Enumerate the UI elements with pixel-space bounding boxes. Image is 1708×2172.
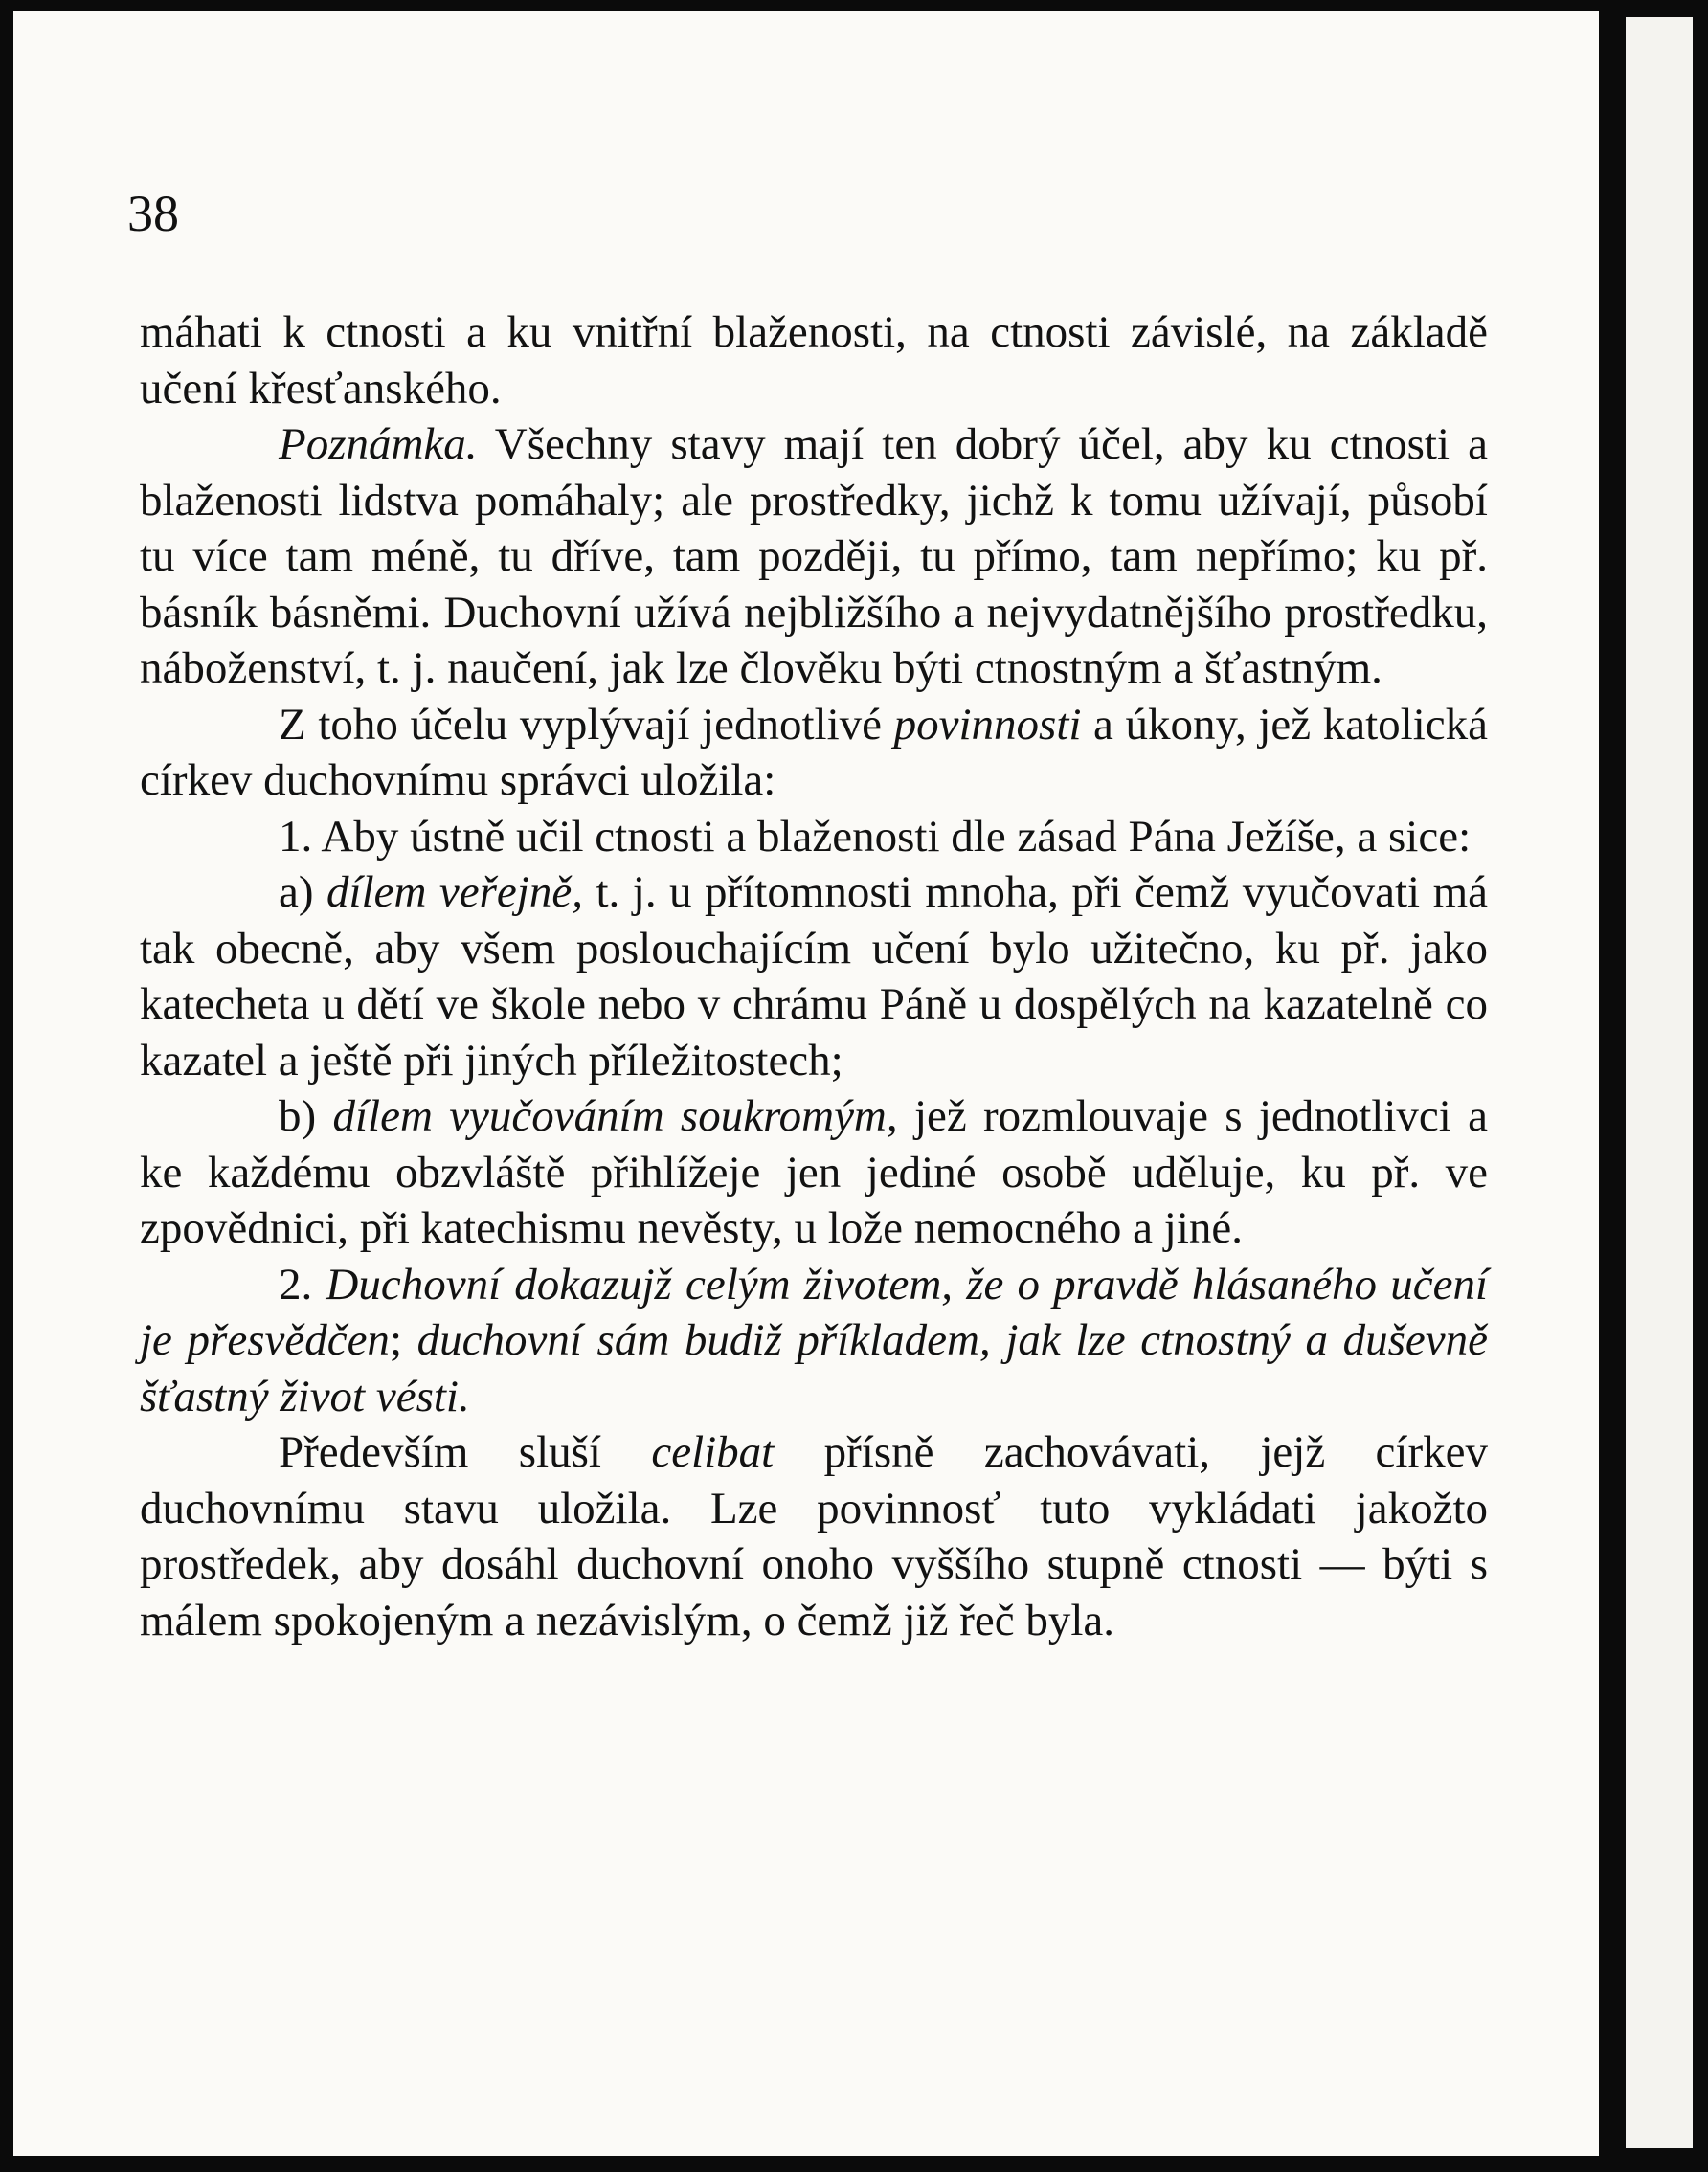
- italic-text: Poznámka.: [279, 419, 478, 469]
- paragraph: [140, 1088, 1488, 1257]
- text-run: 2.: [279, 1259, 326, 1310]
- italic-text: dílem vyučováním soukromým,: [332, 1091, 898, 1141]
- italic-text: duchovní sám budiž příkladem, jak lze ctnostný a duševně šťastný život vésti.: [140, 1315, 1489, 1422]
- paragraph: [140, 416, 1488, 697]
- text-run: Všechny stavy mají ten dobrý účel, aby ku ctnosti a blaženosti lidstva pomáhaly; ale prostředky, jichž k tomu užívají, působí tu více tam méně, tu dříve, tam později, tu přímo, tam nepřímo; ku př. básník básněmi. Duchovní užívá nejbližšího a nejvydatnějšího prostředku, náboženství, t. j. naučení, jak lze člověku býti ctnostným a šťastným.: [140, 419, 1488, 693]
- text-run: Z toho účelu vyplývají jednotlivé: [279, 699, 894, 750]
- paragraph: [140, 697, 1488, 809]
- text-run: přísně zachovávati, jejž církev duchovnímu stavu uložila. Lze povinnosť tuto vykládati jakožto prostředek, aby dosáhl duchovní onoho vyššího stupně ctnosti — býti s málem spokojeným a nezávislým, o čemž již řeč byla.: [140, 1427, 1488, 1646]
- text-run: t. j. u přítomnosti mnoha, při čemž vyučovati má tak obecně, aby všem poslouchajícím učení bylo užitečno, ku př. jako katecheta u dětí ve škole nebo v chrámu Páně u dospělých na kazatelně co kazatel a ještě při jiných příležitostech;: [140, 867, 1489, 1086]
- text-run: a úkony, jež katolická církev duchovnímu správci uložila:: [140, 699, 1488, 805]
- text-run: a): [279, 867, 327, 917]
- text-run: b): [279, 1091, 333, 1141]
- facing-page-edge: [1626, 17, 1693, 2148]
- italic-text: povinnosti: [893, 699, 1082, 750]
- paragraph: [140, 1424, 1488, 1648]
- body-text: [140, 304, 1488, 1648]
- text-run: máhati k ctnosti a ku vnitřní blaženosti, na ctnosti závislé, na základě učení křesťanského.: [140, 307, 1488, 414]
- italic-text: Duchovní dokazujž celým životem, že o pravdě hlásaného učení je přesvědčen: [140, 1259, 1489, 1365]
- paragraph: [140, 304, 1488, 416]
- text-run: 1. Aby ústně učil ctnosti a blaženosti dle zásad Pána Ježíše, a sice:: [279, 811, 1472, 862]
- italic-text: celibat: [651, 1427, 775, 1477]
- text-run: Především sluší: [279, 1427, 652, 1477]
- paragraph: [140, 864, 1488, 1088]
- text-run: ;: [389, 1315, 417, 1365]
- paragraph: [140, 1257, 1488, 1425]
- text-run: jež rozmlouvaje s jednotlivci a ke každému obzvláště přihlížeje jen jediné osobě uděluje, ku př. ve zpovědnici, při katechismu nevěsty, u lože nemocného a jiné.: [140, 1091, 1489, 1253]
- page-number: 38: [127, 185, 179, 242]
- italic-text: dílem veřejně,: [326, 867, 583, 917]
- paragraph: [140, 809, 1488, 865]
